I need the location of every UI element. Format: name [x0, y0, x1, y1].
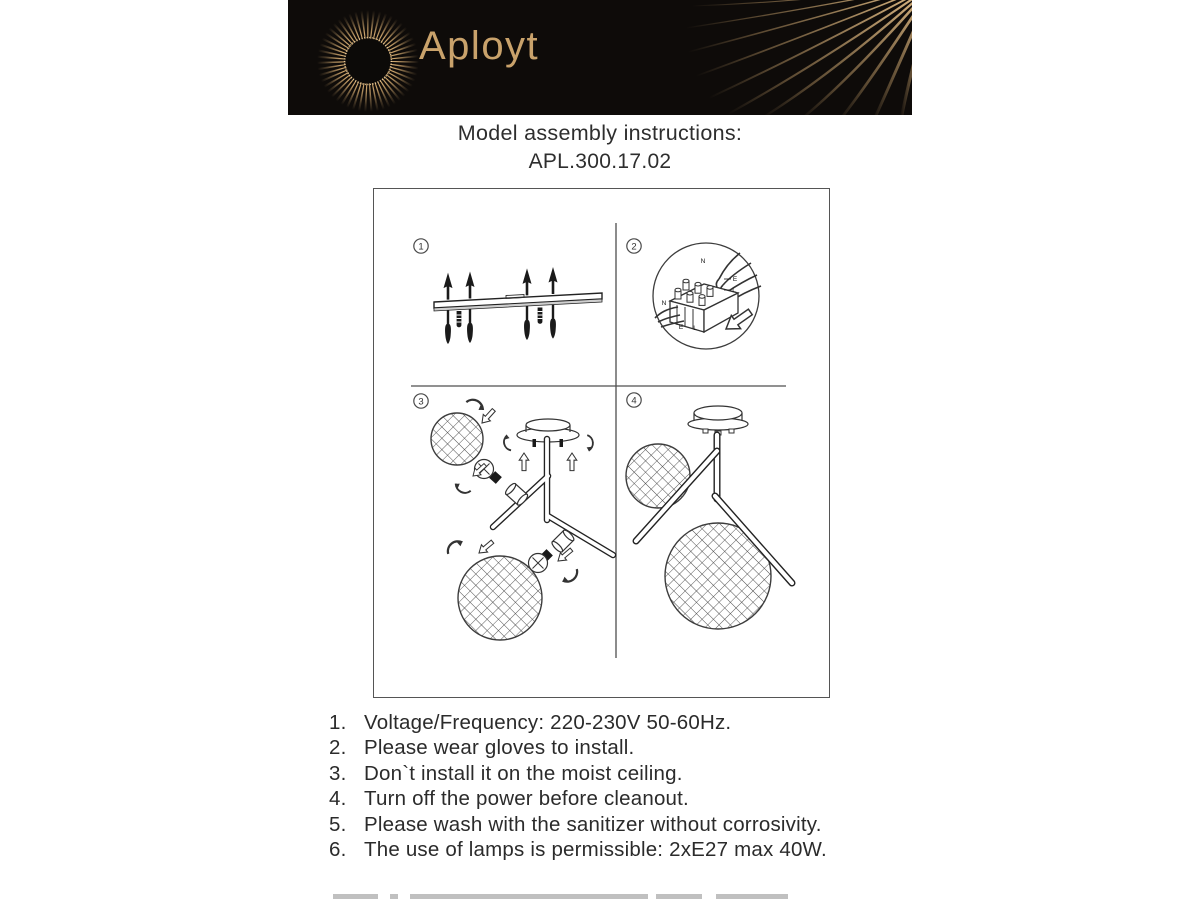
step-2-badge [627, 239, 641, 253]
svg-text:4: 4 [631, 395, 637, 407]
item-number: 6. [329, 838, 347, 862]
svg-text:E: E [732, 276, 738, 283]
item-number: 4. [329, 787, 347, 811]
rays-decoration-icon [288, 0, 912, 115]
svg-text:3: 3 [418, 396, 424, 408]
item-text: The use of lamps is permissible: 2xE27 max 40W. [364, 838, 827, 862]
item-text: Don`t install it on the moist ceiling. [364, 761, 683, 785]
svg-text:N: N [661, 300, 667, 307]
svg-text:L: L [732, 287, 736, 294]
assembly-step3-illustration [431, 396, 613, 640]
instruction-item [329, 710, 909, 735]
item-text: Voltage/Frequency: 220-230V 50-60Hz. [364, 711, 732, 734]
header [288, 121, 912, 174]
assembled-lamp-illustration [626, 406, 792, 629]
svg-text:N: N [700, 258, 706, 265]
instruction-item [329, 761, 909, 786]
svg-text:L: L [693, 325, 697, 332]
cut-off-text-line [390, 894, 398, 899]
instruction-item [329, 837, 909, 862]
instruction-item [329, 786, 909, 811]
svg-text:E: E [678, 324, 684, 331]
cut-off-text-line [656, 894, 702, 899]
item-number: 1. [329, 711, 347, 734]
item-number: 2. [329, 736, 347, 760]
cut-off-text-line [716, 894, 788, 899]
step-4-badge [627, 393, 641, 407]
item-text: Please wear gloves to install. [364, 736, 635, 760]
item-text: Please wash with the sanitizer without corrosivity. [364, 812, 822, 836]
cut-off-text-line [410, 894, 648, 899]
assembly-diagram-panel [373, 188, 830, 698]
instruction-item [329, 735, 909, 760]
step-1-badge [414, 239, 428, 253]
svg-text:1: 1 [418, 241, 424, 253]
item-number: 3. [329, 761, 347, 785]
instruction-item [329, 812, 909, 837]
mounting-bracket-illustration [434, 267, 602, 344]
brand-text: Aployt [419, 24, 540, 68]
wiring-terminal-illustration [653, 243, 761, 349]
model-number: APL.300.17.02 [528, 150, 672, 173]
page-title: Model assembly instructions: [457, 121, 743, 145]
instruction-list [329, 710, 909, 862]
step-3-badge [414, 394, 428, 408]
item-number: 5. [329, 812, 347, 836]
cut-off-text-line [333, 894, 378, 899]
item-text: Turn off the power before cleanout. [364, 787, 689, 811]
svg-text:2: 2 [631, 241, 637, 253]
assembly-diagram [374, 189, 828, 696]
brand-banner [288, 0, 912, 115]
